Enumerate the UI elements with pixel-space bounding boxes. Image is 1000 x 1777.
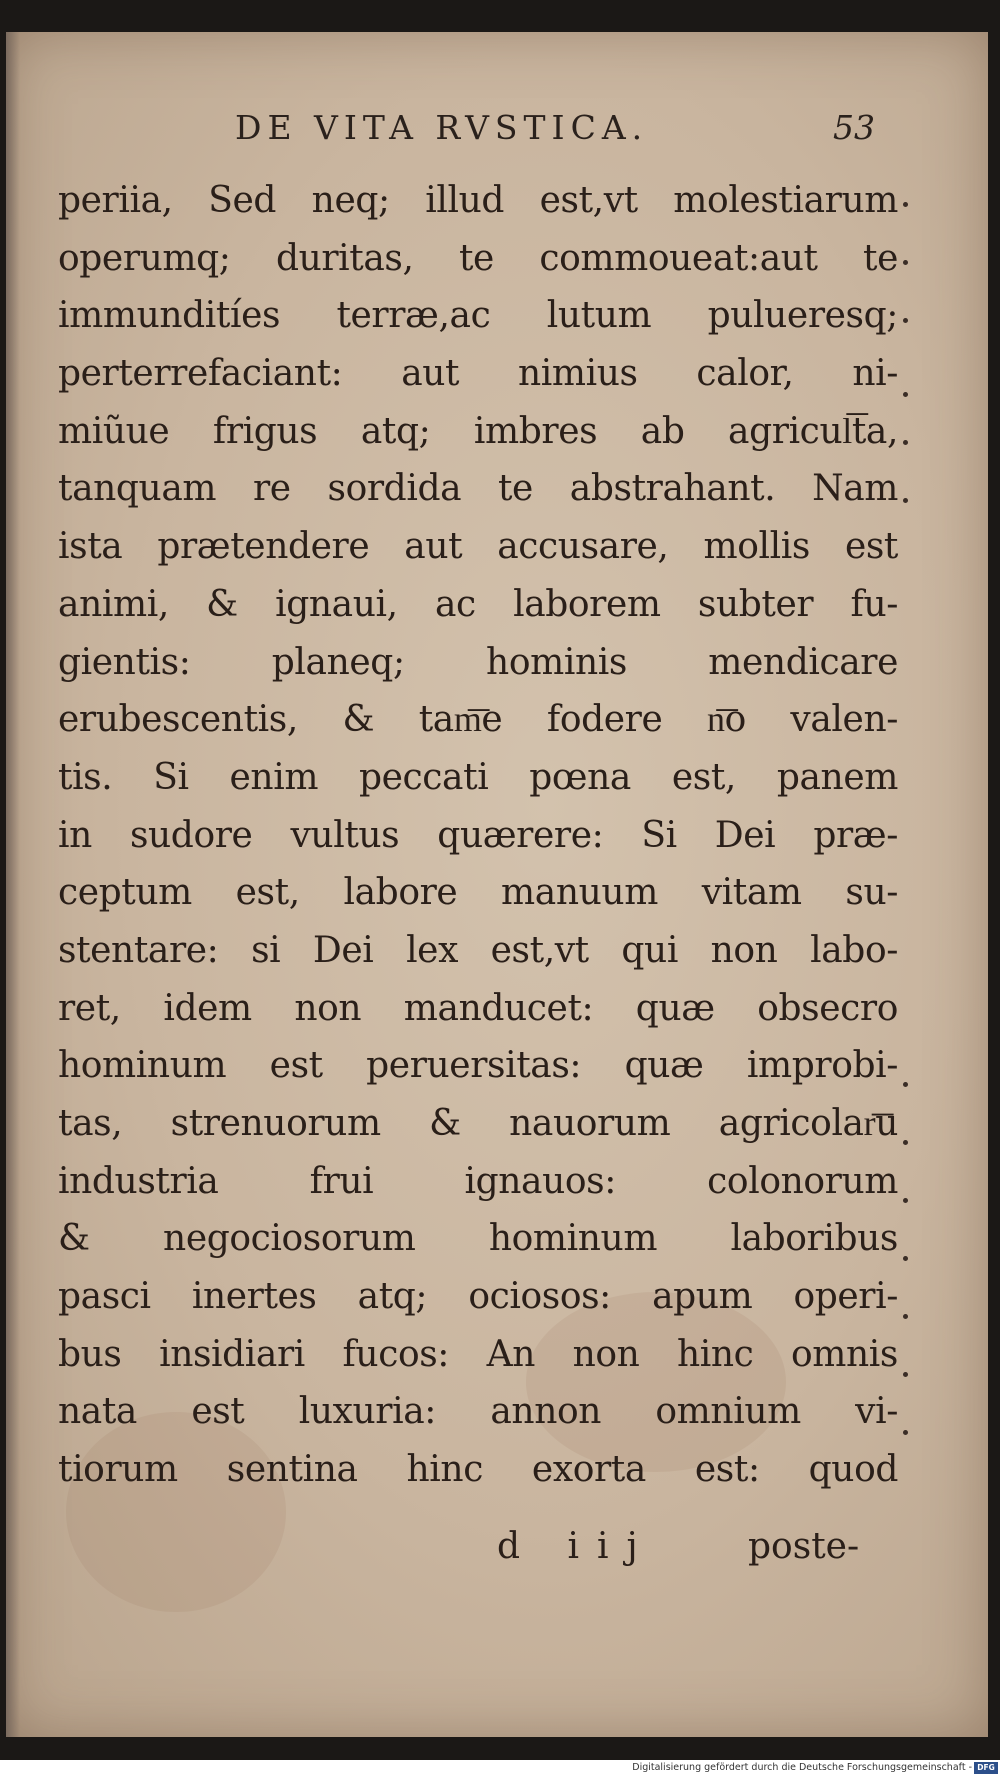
text-line: ista prætendere aut accusare, mollis est xyxy=(58,526,898,568)
catchword: poste- xyxy=(748,1526,860,1567)
margin-dot xyxy=(903,498,908,503)
page-edge-shadow xyxy=(6,32,20,1737)
page-footer xyxy=(0,1526,1000,1586)
text-line: ceptum est, labore manuum vitam su- xyxy=(58,872,898,914)
margin-dot xyxy=(903,1198,908,1203)
text-line: tis. Si enim peccati pœna est, panem xyxy=(58,756,898,798)
text-line: miũue frigus atq; imbres ab agricul͞ta, xyxy=(58,410,898,452)
text-line: animi, & ignaui, ac laborem subter fu- xyxy=(58,583,898,625)
margin-dot xyxy=(903,202,908,207)
text-line: tas, strenuorum & nauorum agricolar͞u xyxy=(58,1103,898,1144)
text-line: immunditíes terræ,ac lutum pulueresq; xyxy=(58,295,898,337)
signature-mark: d iij xyxy=(497,1526,656,1567)
margin-dot xyxy=(903,1430,908,1435)
dfg-logo-icon: DFG xyxy=(974,1762,998,1774)
page-number: 53 xyxy=(833,108,875,147)
margin-dot xyxy=(903,1082,908,1087)
text-line: stentare: si Dei lex est,vt qui non labo- xyxy=(58,929,898,971)
digitization-note: Digitalisierung gefördert durch die Deutsche Forschungsgemeinschaft - xyxy=(632,1762,972,1773)
text-line: tiorum sentina hinc exorta est: quod xyxy=(58,1449,898,1491)
text-line: periia, Sed neq; illud est,vt molestiarum xyxy=(58,180,898,221)
text-line: & negociosorum hominum laboribus xyxy=(58,1218,898,1260)
text-line: in sudore vultus quærere: Si Dei præ- xyxy=(58,814,898,856)
text-line: ret, idem non manducet: quæ obsecro xyxy=(58,987,898,1029)
text-line: operumq; duritas, te commoueat:aut te xyxy=(58,237,898,279)
text-line: industria frui ignauos: colonorum xyxy=(58,1160,898,1202)
text-line: pasci inertes atq; ociosos: apum operi- xyxy=(58,1276,898,1318)
margin-dot xyxy=(903,1372,908,1377)
text-line: bus insidiari fucos: An non hinc omnis xyxy=(58,1333,898,1375)
text-line: nata est luxuria: annon omnium vi- xyxy=(58,1391,898,1433)
text-line: perterrefaciant: aut nimius calor, ni- xyxy=(58,353,898,395)
text-line: gientis: planeq; hominis mendicare xyxy=(58,641,898,683)
text-line: tanquam re sordida te abstrahant. Nam xyxy=(58,468,898,510)
margin-dot xyxy=(903,260,908,265)
margin-dot xyxy=(903,440,908,445)
page-header xyxy=(235,108,875,158)
margin-dot xyxy=(903,1140,908,1145)
margin-dot xyxy=(903,318,908,323)
running-title: DE VITA RVSTICA. xyxy=(235,108,649,147)
text-line: hominum est peruersitas: quæ improbi- xyxy=(58,1045,898,1087)
body-text xyxy=(58,172,898,1499)
text-line: erubescentis, & tam͞e fodere n͞o valen- xyxy=(58,699,898,741)
margin-dot xyxy=(903,392,908,397)
margin-dot xyxy=(903,1256,908,1261)
margin-dot xyxy=(903,1314,908,1319)
